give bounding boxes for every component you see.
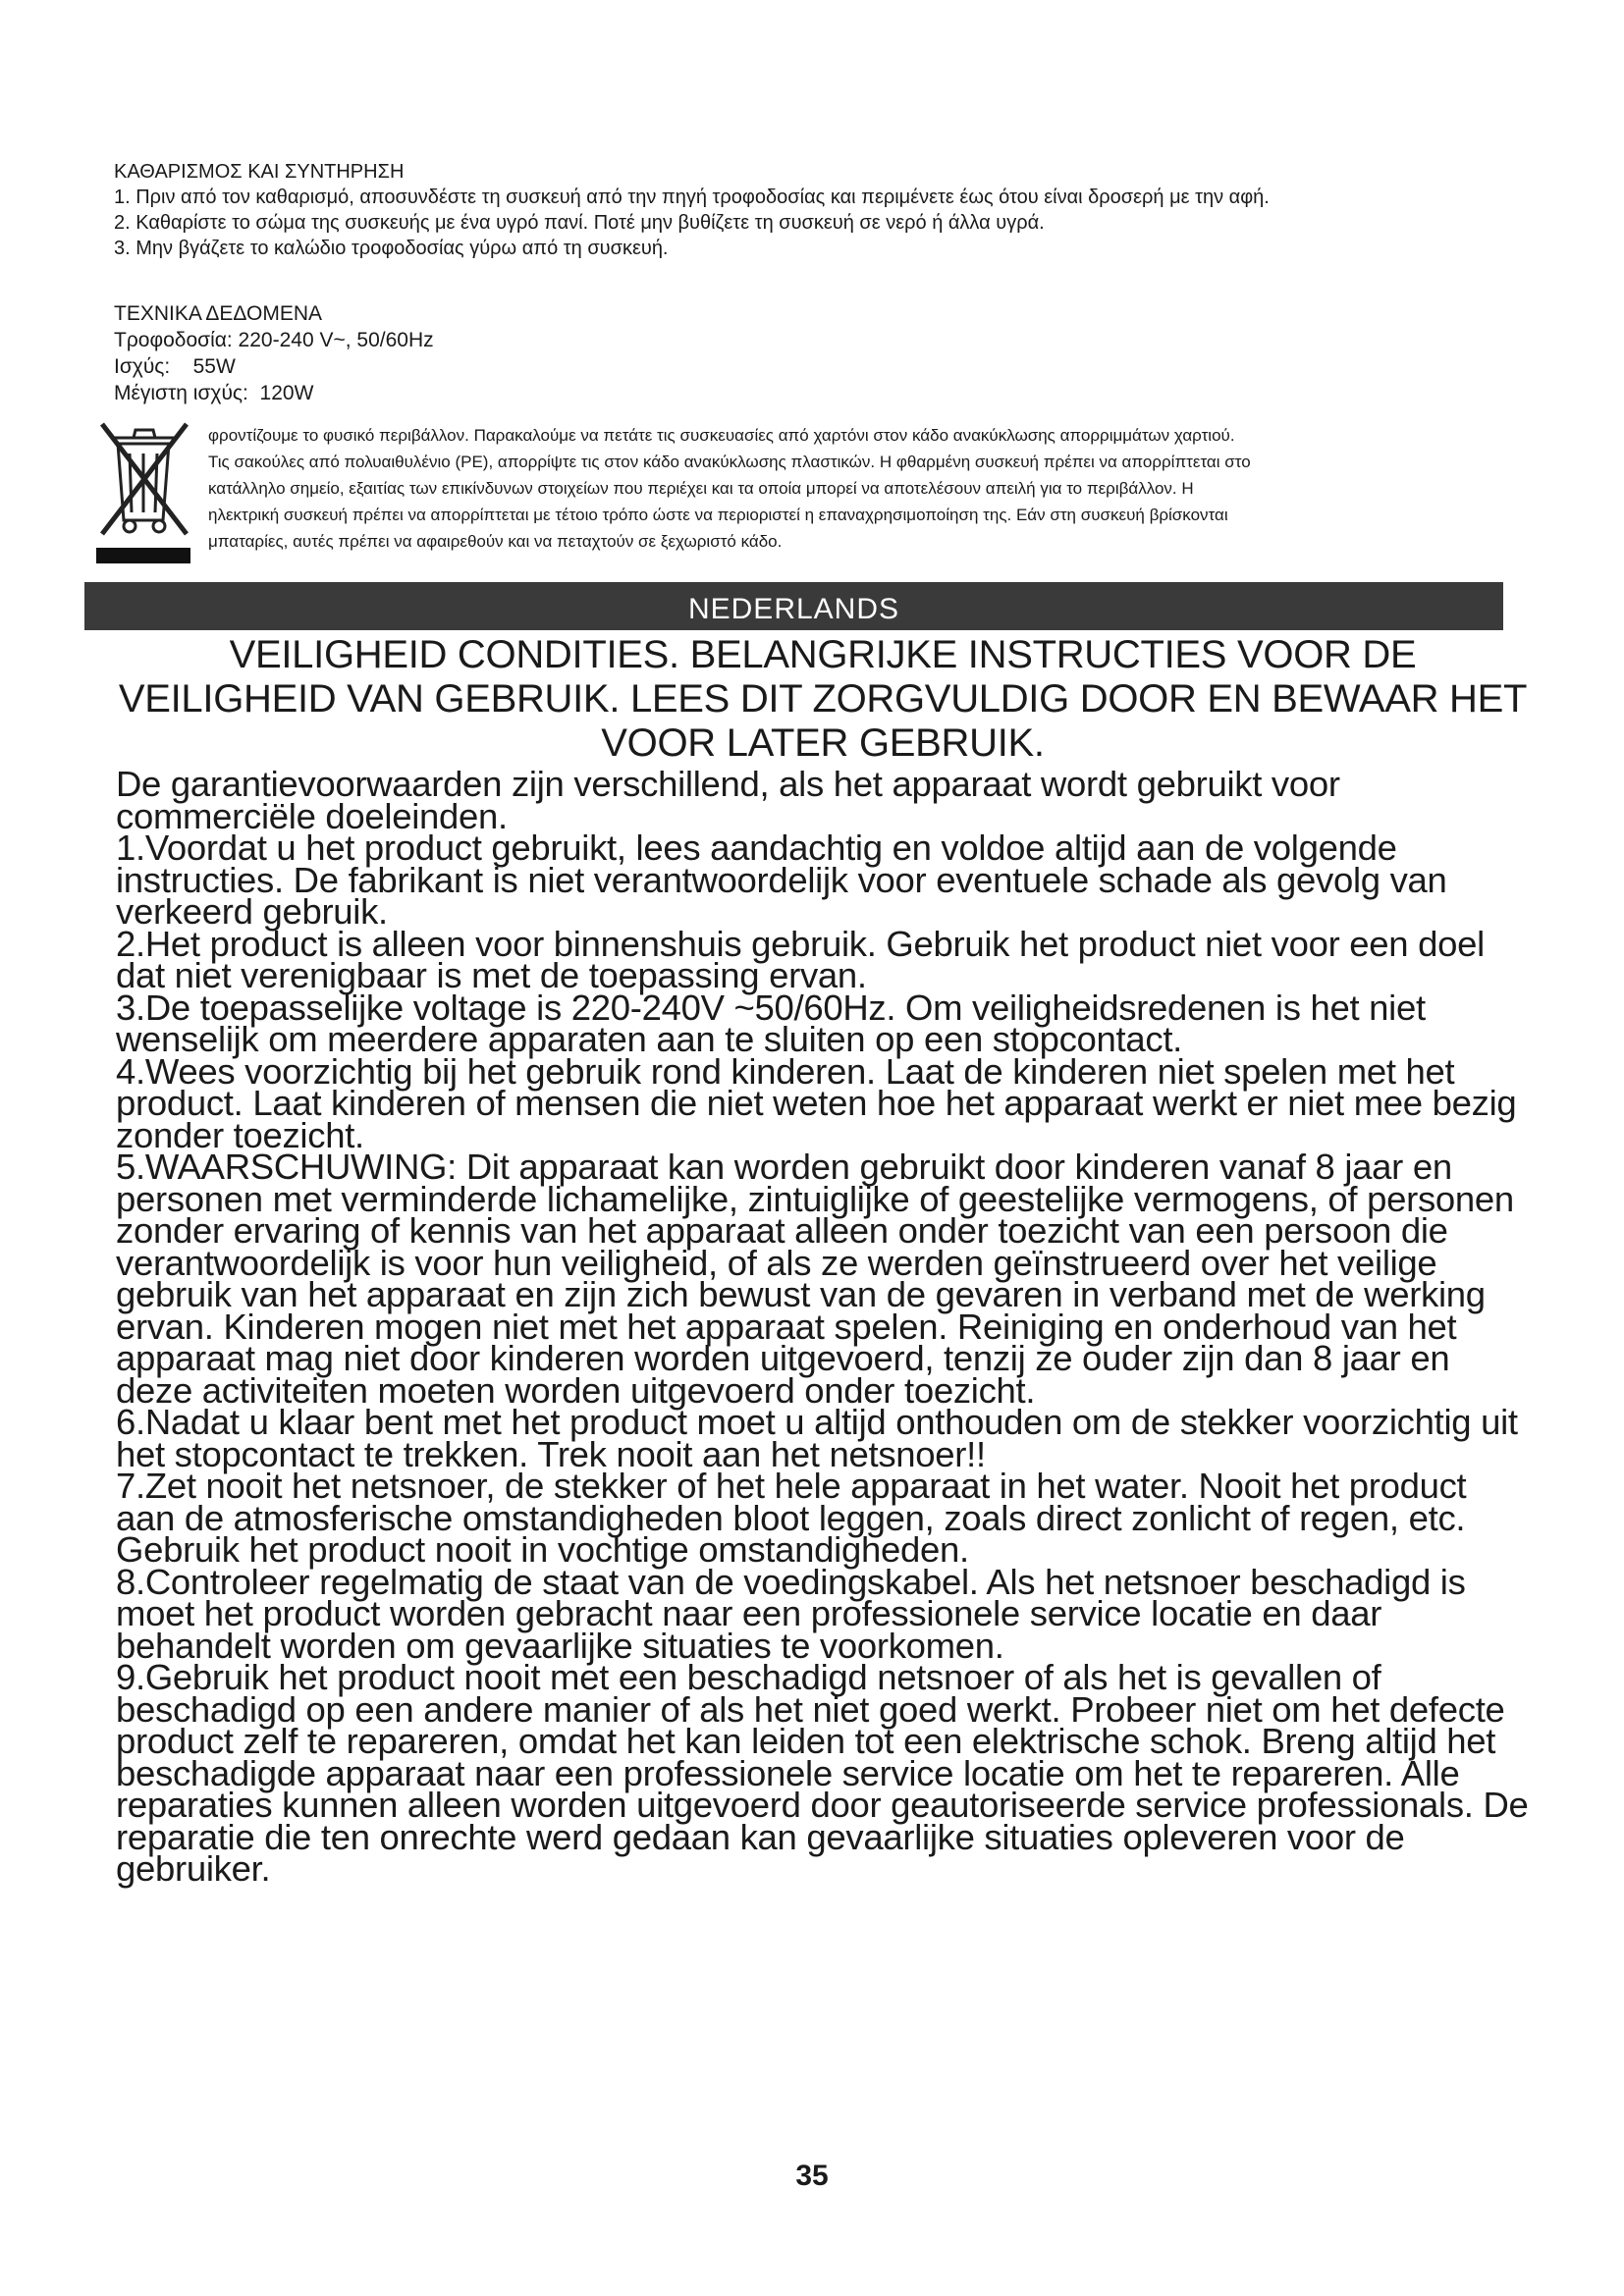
dutch-paragraph: 4.Wees voorzichtig bij het gebruik rond kinderen. Laat de kinderen niet spelen met het product. Laat kinderen of mensen die niet weten hoe het apparaat werkt er niet mee bezig zonder toezicht. bbox=[116, 1050, 1517, 1155]
greek-recycling-line: Τις σακούλες από πολυαιθυλένιο (PE), απορρίψτε τις στον κάδο ανακύκλωσης πλαστικών. Η φθαρμένη συσκευή πρέπει να απορρίπτεται στο bbox=[208, 453, 1251, 471]
greek-tech-heading: ΤΕΧΝΙΚΑ ΔΕΔΟΜΕΝΑ bbox=[114, 302, 322, 325]
dutch-paragraph: De garantievoorwaarden zijn verschillend, als het apparaat wordt gebruikt voor commerciële doeleinden. bbox=[116, 764, 1340, 836]
greek-cleaning-heading: ΚΑΘΑΡΙΣΜΟΣ ΚΑΙ ΣΥΝΤΗΡΗΣΗ bbox=[114, 161, 405, 183]
greek-recycling-section bbox=[96, 420, 1510, 569]
crossed-out-wheelie-bin-icon bbox=[96, 420, 190, 567]
greek-recycling-line: φροντίζουμε το φυσικό περιβάλλον. Παρακαλούμε να πετάτε τις συσκευασίες από χαρτόνι στον κάδο ανακύκλωσης απορριμμάτων χαρτιού. bbox=[208, 426, 1235, 445]
dutch-paragraph: 3.De toepasselijke voltage is 220-240V ~50/60Hz. Om veiligheidsredenen is het niet wenselijk om meerdere apparaten aan te sluiten op een stopcontact. bbox=[116, 987, 1426, 1059]
greek-recycling-line: ηλεκτρική συσκευή πρέπει να απορρίπτεται με τέτοιο τρόπο ώστε να περιοριστεί η επαναχρησιμοποίηση της. Εάν στη συσκευή βρίσκονται bbox=[208, 506, 1228, 524]
dutch-paragraph: 5.WAARSCHUWING: Dit apparaat kan worden gebruikt door kinderen vanaf 8 jaar en personen met verminderde lichamelijke, zintuiglijke of geestelijke vermogens, of personen zonder ervaring of kennis van het apparaat alleen onder toezicht van een persoon die verantwoordelijk is voor hun veiligheid, of als ze werden geïnstrueerd over het veilige gebruik van het apparaat en zijn zich bewust van de gevaren in verband met de werking ervan. Kinderen mogen niet met het apparaat spelen. Reiniging en onderhoud van het apparaat mag niet door kinderen worden uitgevoerd, tenzij ze ouder zijn dan 8 jaar en deze activiteiten moeten worden uitgevoerd onder toezicht. bbox=[116, 1147, 1514, 1411]
greek-cleaning-item: 1. Πριν από τον καθαρισμό, αποσυνδέστε τη συσκευή από την πηγή τροφοδοσίας και περιμένετε έως ότου είναι δροσερή με την αφή. bbox=[114, 187, 1270, 208]
dutch-paragraph: 1.Voordat u het product gebruikt, lees aandachtig en voldoe altijd aan de volgende instructies. De fabrikant is niet verantwoordelijk voor eventuele schade als gevolg van verkeerd gebruik. bbox=[116, 828, 1447, 932]
dutch-safety-title: VEILIGHEID CONDITIES. BELANGRIJKE INSTRUCTIES VOOR DE VEILIGHEID VAN GEBRUIK. LEES DIT ZORGVULDIG DOOR EN BEWAAR HET VOOR LATER GEBRUIK. bbox=[118, 633, 1528, 765]
dutch-paragraph: 6.Nadat u klaar bent met het product moet u altijd onthouden om de stekker voorzichtig uit het stopcontact te trekken. Trek nooit aan het netsnoer!! bbox=[116, 1402, 1518, 1474]
dutch-paragraph: 8.Controleer regelmatig de staat van de voedingskabel. Als het netsnoer beschadigd is moet het product worden gebracht naar een professionele service locatie en daar behandelt worden om gevaarlijke situaties te voorkomen. bbox=[116, 1561, 1466, 1666]
greek-cleaning-item: 2. Καθαρίστε το σώμα της συσκευής με ένα υγρό πανί. Ποτέ μην βυθίζετε τη συσκευή σε νερό ή άλλα υγρά. bbox=[114, 212, 1045, 234]
greek-recycling-line: κατάλληλο σημείο, εξαιτίας των επικίνδυνων στοιχείων που περιέχει και τα οποία μπορεί να αποτελέσουν απειλή για το περιβάλλον. Η bbox=[208, 479, 1194, 498]
dutch-safety-section bbox=[116, 633, 1530, 1889]
greek-recycling-line: μπαταρίες, αυτές πρέπει να αφαιρεθούν και να πεταχτούν σε ξεχωριστό κάδο. bbox=[208, 532, 783, 551]
greek-cleaning-item: 3. Μην βγάζετε το καλώδιο τροφοδοσίας γύρω από τη συσκευή. bbox=[114, 238, 669, 259]
greek-recycling-text bbox=[208, 422, 1510, 555]
greek-tech-section bbox=[114, 300, 434, 406]
greek-cleaning-section bbox=[114, 159, 1508, 261]
greek-tech-line: Τροφοδοσία: 220-240 V~, 50/60Hz bbox=[114, 329, 434, 351]
dutch-paragraph: 2.Het product is alleen voor binnenshuis gebruik. Gebruik het product niet voor een doel dat niet verenigbaar is met de toepassing ervan. bbox=[116, 923, 1485, 995]
page-number: 35 bbox=[795, 2160, 829, 2192]
dutch-paragraph: 9.Gebruik het product nooit met een beschadigd netsnoer of als het is gevallen of beschadigd op een andere manier of als het niet goed werkt. Probeer niet om het defecte product zelf te repareren, omdat het kan leiden tot een elektrische schok. Breng altijd het beschadigde apparaat naar een professionele service locatie om het te repareren. Alle reparaties kunnen alleen worden uitgevoerd door geautoriseerde service professionals. De reparatie die ten onrechte werd gedaan kan gevaarlijke situaties opleveren voor de gebruiker. bbox=[116, 1657, 1529, 1889]
greek-tech-line: Μέγιστη ισχύς: 120W bbox=[114, 382, 314, 404]
dutch-paragraph: 7.Zet nooit het netsnoer, de stekker of het hele apparaat in het water. Nooit het product aan de atmosferische omstandigheden bloot leggen, zoals direct zonlicht of regen, etc. Gebruik het product nooit in vochtige omstandigheden. bbox=[116, 1466, 1467, 1570]
greek-tech-line: Ισχύς: 55W bbox=[114, 355, 236, 378]
language-section-header: NEDERLANDS bbox=[84, 582, 1503, 630]
